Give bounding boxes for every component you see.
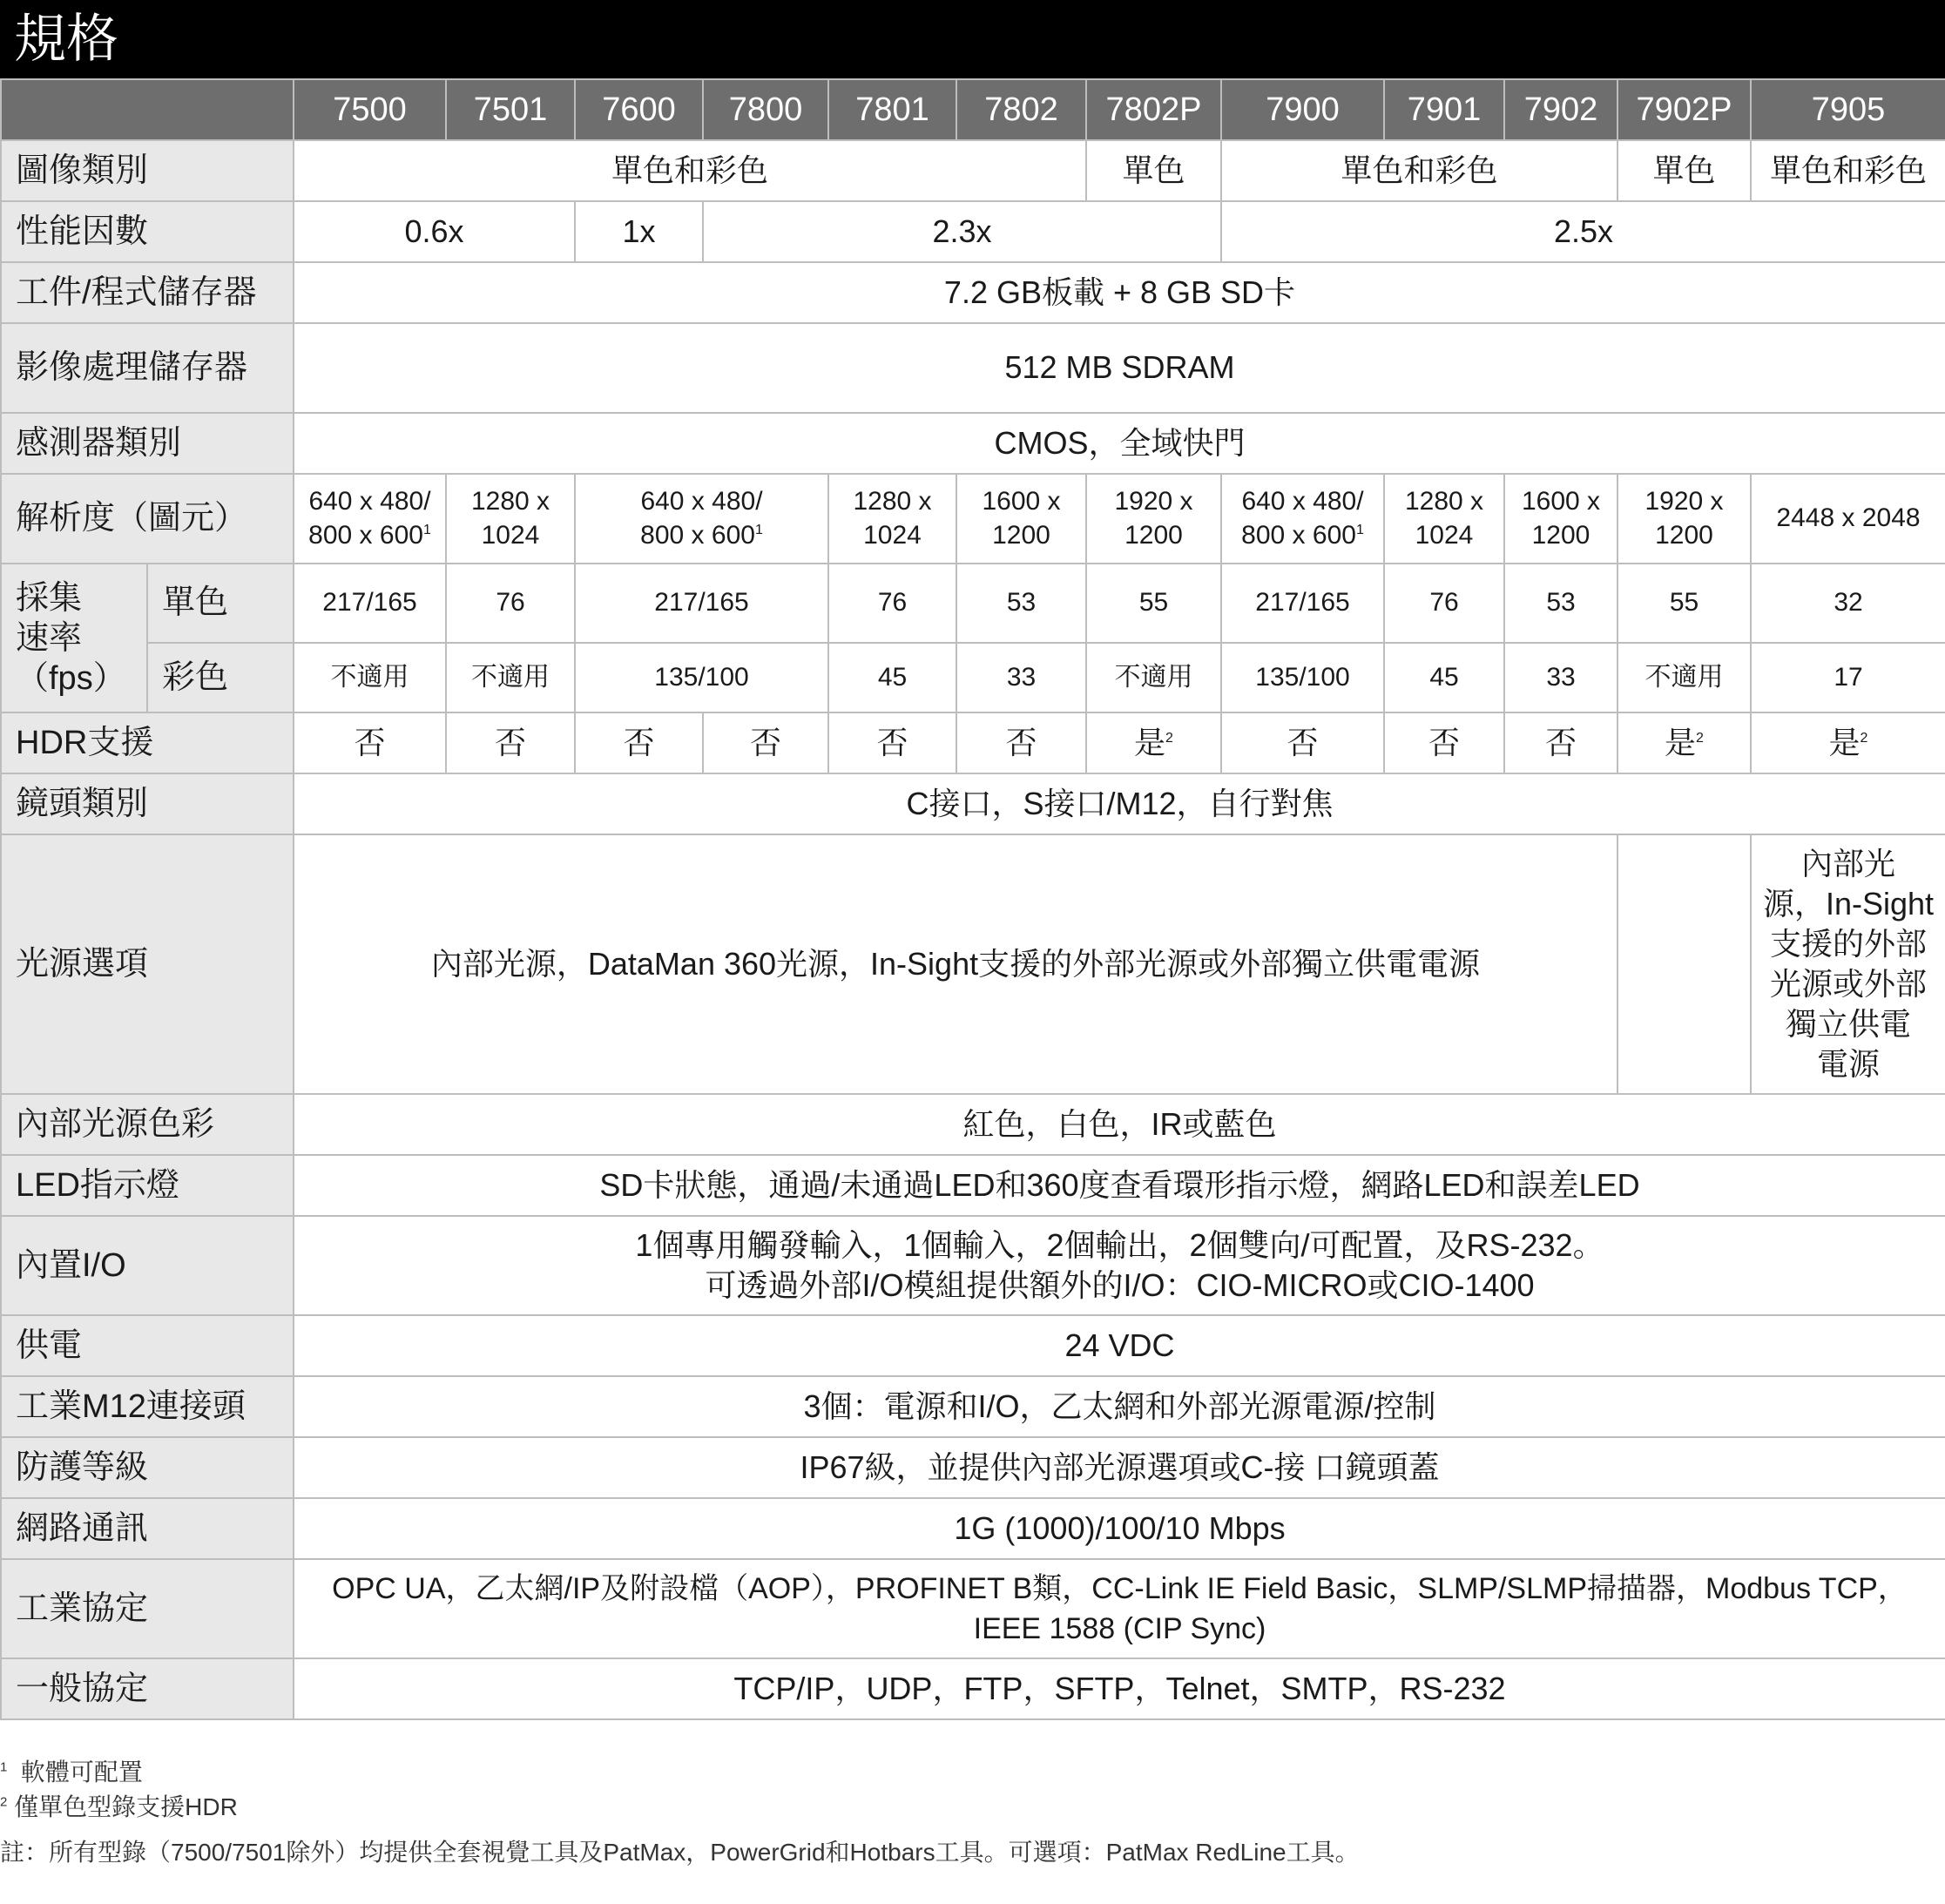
general-note: 註：所有型錄（7500/7501除外）均提供全套視覺工具及PatMax，PowerGrid和Hotbars工具。可選項：PatMax RedLine工具。: [0, 1839, 1360, 1866]
cell: 單色: [1086, 140, 1221, 201]
cell: 不適用: [1617, 643, 1751, 712]
cell-line: 1920 x: [1114, 487, 1193, 517]
performance-row: [1, 201, 1945, 262]
cell-empty: [1617, 834, 1751, 1094]
protection-row: [1, 1437, 1945, 1498]
cell: 否: [294, 712, 446, 773]
model-header: 7902: [1504, 79, 1617, 140]
cell: [1751, 712, 1945, 773]
row-label: 性能因數: [1, 201, 294, 262]
cell-line: 1600 x: [1521, 487, 1601, 517]
power-row: [1, 1315, 1945, 1376]
acquisition-color-row: [1, 643, 1945, 712]
cell-line: 獨立供電: [1785, 1006, 1911, 1042]
job-storage-row: [1, 262, 1945, 323]
cell: [446, 474, 575, 564]
cell-line: 1920 x: [1644, 487, 1724, 517]
cell: [294, 474, 446, 564]
cell-line: 可透過外部I/O模組提供額外的I/O：CIO-MICRO或CIO-1400: [705, 1267, 1535, 1303]
footnote-mark: 1: [422, 522, 431, 537]
image-type-row: [1, 140, 1945, 201]
cell: 不適用: [294, 643, 446, 712]
model-header-row: [1, 79, 1945, 140]
model-header: 7902P: [1617, 79, 1751, 140]
cell: [1086, 474, 1221, 564]
row-label: 網路通訊: [1, 1498, 294, 1559]
cell: 17: [1751, 643, 1945, 712]
cell-line: 1280 x: [470, 487, 550, 517]
cell: 135/100: [575, 643, 828, 712]
model-header: 7802P: [1086, 79, 1221, 140]
cell: CMOS，全域快門: [294, 413, 1945, 474]
row-label-line: （fps）: [16, 659, 126, 697]
cell: C接口，S接口/M12，自行對焦: [294, 773, 1945, 834]
cell: [1751, 834, 1945, 1094]
footnote-text: 僅單色型錄支援HDR: [14, 1793, 238, 1820]
model-header: 7800: [703, 79, 828, 140]
resolution-row: [1, 474, 1945, 564]
cell: [294, 1559, 1945, 1658]
cell: 2.5x: [1221, 201, 1945, 262]
cell: 217/165: [294, 564, 446, 643]
cell-line: 1024: [1415, 520, 1474, 550]
cell: 否: [1504, 712, 1617, 773]
cell: 3個：電源和I/O，乙太網和外部光源電源/控制: [294, 1376, 1945, 1437]
cell: 55: [1086, 564, 1221, 643]
cell: [1221, 474, 1384, 564]
row-label: HDR支援: [1, 712, 294, 773]
row-label-line: 速率: [16, 619, 83, 657]
cell: 不適用: [1086, 643, 1221, 712]
cell: 76: [446, 564, 575, 643]
row-label: 內部光源色彩: [1, 1094, 294, 1155]
row-label: 解析度（圖元）: [1, 474, 294, 564]
cell-line: 800 x 600: [640, 520, 755, 550]
row-label: 內置I/O: [1, 1216, 294, 1315]
cell: 否: [1384, 712, 1504, 773]
lighting-row: [1, 834, 1945, 1094]
hdr-row: [1, 712, 1945, 773]
cell-line: IEEE 1588 (CIP Sync): [973, 1612, 1266, 1645]
row-label: 光源選項: [1, 834, 294, 1094]
cell-text: 是: [1134, 724, 1166, 760]
cell: 否: [1221, 712, 1384, 773]
cell: 217/165: [575, 564, 828, 643]
cell-line: 800 x 600: [308, 520, 423, 550]
cell-line: 1200: [992, 520, 1050, 550]
cell-line: 640 x 480/: [308, 487, 431, 517]
cell-line: 源，In-Sight: [1762, 886, 1935, 922]
cell: 32: [1751, 564, 1945, 643]
model-header: 7600: [575, 79, 703, 140]
row-label: 供電: [1, 1315, 294, 1376]
model-header: 7900: [1221, 79, 1384, 140]
model-header: 7802: [956, 79, 1086, 140]
footnote-mark: 1: [0, 1759, 8, 1775]
cell-text: 是: [1665, 724, 1697, 760]
cell: [1086, 712, 1221, 773]
cell-line: 1個專用觸發輸入，1個輸入，2個輸出，2個雙向/可配置，及RS-232。: [635, 1227, 1604, 1263]
row-label: 工件/程式儲存器: [1, 262, 294, 323]
cell-line: 1280 x: [853, 487, 932, 517]
cell: IP67級，並提供內部光源選項或C-接 口鏡頭蓋: [294, 1437, 1945, 1498]
footnote-mark: 2: [0, 1794, 8, 1810]
row-label: 鏡頭類別: [1, 773, 294, 834]
cell: 2448 x 2048: [1751, 474, 1945, 564]
row-label: 感測器類別: [1, 413, 294, 474]
cell-line: 電源: [1816, 1046, 1880, 1082]
cell-line: 1600 x: [982, 487, 1061, 517]
row-label: [1, 564, 147, 712]
cell: 55: [1617, 564, 1751, 643]
cell-line: 1024: [481, 520, 540, 550]
cell: [294, 1216, 1945, 1315]
cell-line: 支援的外部: [1769, 926, 1927, 962]
cell: [575, 474, 828, 564]
cell-line: 內部光: [1800, 846, 1895, 881]
m12-row: [1, 1376, 1945, 1437]
footnote-mark: 2: [1165, 730, 1173, 746]
row-label: 圖像類別: [1, 140, 294, 201]
cell: 2.3x: [703, 201, 1221, 262]
cell: 53: [1504, 564, 1617, 643]
image-storage-row: [1, 323, 1945, 413]
model-header: 7901: [1384, 79, 1504, 140]
title-bar: [0, 0, 1945, 78]
row-label: 一般協定: [1, 1658, 294, 1719]
cell: 否: [703, 712, 828, 773]
lens-row: [1, 773, 1945, 834]
cell: [1617, 474, 1751, 564]
sub-label: 彩色: [147, 643, 294, 712]
cell: 單色和彩色: [1221, 140, 1617, 201]
footnote-mark: 2: [1860, 730, 1868, 746]
cell-text: 是: [1828, 724, 1861, 760]
cell: 1x: [575, 201, 703, 262]
general-protocol-row: [1, 1658, 1945, 1719]
cell: 76: [828, 564, 956, 643]
cell: [1384, 474, 1504, 564]
row-label-line: 採集: [16, 579, 83, 617]
footnote-mark: 2: [1696, 730, 1704, 746]
row-label: LED指示燈: [1, 1155, 294, 1216]
row-label: 工業協定: [1, 1559, 294, 1658]
cell: 33: [1504, 643, 1617, 712]
network-row: [1, 1498, 1945, 1559]
footnote: [0, 1790, 1945, 1825]
footnote-mark: 1: [1355, 522, 1364, 537]
cell: 135/100: [1221, 643, 1384, 712]
cell: 單色和彩色: [1751, 140, 1945, 201]
row-label: 影像處理儲存器: [1, 323, 294, 413]
footnote-text: 軟體可配置: [20, 1759, 143, 1786]
cell: 45: [1384, 643, 1504, 712]
acquisition-mono-row: [1, 564, 1945, 643]
cell-line: 光源或外部: [1769, 966, 1927, 1002]
cell-line: 640 x 480/: [640, 487, 763, 517]
cell: 內部光源，DataMan 360光源，In-Sight支援的外部光源或外部獨立供電電源: [294, 834, 1617, 1094]
model-header: 7501: [446, 79, 575, 140]
cell: 單色和彩色: [294, 140, 1086, 201]
cell: 0.6x: [294, 201, 575, 262]
cell: 否: [956, 712, 1086, 773]
cell: [956, 474, 1086, 564]
cell: [1617, 712, 1751, 773]
cell-line: 1280 x: [1404, 487, 1484, 517]
page-title: 規格: [14, 9, 118, 70]
io-row: [1, 1216, 1945, 1315]
industrial-protocol-row: [1, 1559, 1945, 1658]
cell: 1G (1000)/100/10 Mbps: [294, 1498, 1945, 1559]
sensor-row: [1, 413, 1945, 474]
cell: 24 VDC: [294, 1315, 1945, 1376]
cell: 單色: [1617, 140, 1751, 201]
cell-line: 1200: [1124, 520, 1183, 550]
row-label: 工業M12連接頭: [1, 1376, 294, 1437]
cell: 7.2 GB板載 + 8 GB SD卡: [294, 262, 1945, 323]
cell: SD卡狀態，通過/未通過LED和360度查看環形指示燈，網路LED和誤差LED: [294, 1155, 1945, 1216]
footnote-mark: 1: [754, 522, 763, 537]
cell: [828, 474, 956, 564]
cell-line: OPC UA，乙太網/IP及附設檔（AOP），PROFINET B類，CC-Link IE Field Basic，SLMP/SLMP掃描器，Modbus TCP，: [332, 1572, 1908, 1605]
model-header: 7500: [294, 79, 446, 140]
cell-line: 800 x 600: [1241, 520, 1356, 550]
led-row: [1, 1155, 1945, 1216]
cell: 否: [446, 712, 575, 773]
cell-line: 1024: [863, 520, 922, 550]
model-header: 7905: [1751, 79, 1945, 140]
cell: 53: [956, 564, 1086, 643]
cell-line: 640 x 480/: [1241, 487, 1364, 517]
cell-line: 1200: [1655, 520, 1713, 550]
footnote: [0, 1755, 1945, 1790]
sub-label: 單色: [147, 564, 294, 643]
cell: 217/165: [1221, 564, 1384, 643]
cell-line: 1200: [1531, 520, 1590, 550]
footnotes: [0, 1755, 1945, 1870]
cell: 45: [828, 643, 956, 712]
light-color-row: [1, 1094, 1945, 1155]
cell: 紅色，白色，IR或藍色: [294, 1094, 1945, 1155]
cell: 否: [575, 712, 703, 773]
cell: TCP/IP，UDP，FTP，SFTP，Telnet，SMTP，RS-232: [294, 1658, 1945, 1719]
cell: 33: [956, 643, 1086, 712]
cell: 76: [1384, 564, 1504, 643]
cell: 不適用: [446, 643, 575, 712]
cell: 否: [828, 712, 956, 773]
cell: 512 MB SDRAM: [294, 323, 1945, 413]
model-header: 7801: [828, 79, 956, 140]
row-label: 防護等級: [1, 1437, 294, 1498]
cell: [1504, 474, 1617, 564]
header-corner: [1, 79, 294, 140]
spec-table: [0, 78, 1945, 1720]
